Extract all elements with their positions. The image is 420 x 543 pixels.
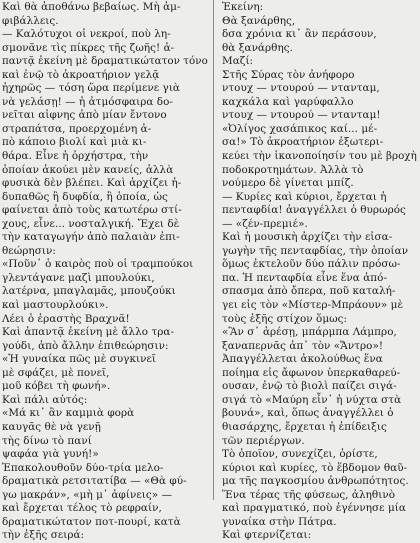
text-line: ἠχηρῶς — τόση ὥρα περίμενε γιὰ	[2, 82, 181, 95]
text-line: — «ζέν-πρεμιέ».	[222, 217, 308, 230]
text-line: χους, εἶνε... νοσταλγική. Ἔχει δὲ	[2, 217, 180, 230]
text-line: νὰ γελάσῃ! — ἡ ἀτμόσφαιρα δο-	[2, 95, 173, 108]
text-line: ὁποίαν ἀκούει μὲν κανείς, ἀλλὰ	[2, 163, 174, 176]
text-line: νούμερο δὲ γίνεται μπίζ.	[222, 177, 354, 190]
text-line: λατέρνα, μπαγλαμᾶς, μπουζούκι	[2, 285, 176, 298]
text-line: καὶ ἔρχεται τέλος τὸ ρεφραίν,	[2, 502, 162, 515]
text-line: Καὶ πάλι αὐτός:	[2, 393, 88, 406]
text-line: Τὸ ὁποῖον, συνεχίζει, ὁρίστε,	[222, 448, 378, 461]
text-line: — Κυρίες καὶ κύριοι, ἔρχεται ἡ	[222, 190, 387, 203]
text-line: ξαναπερνᾶς ἀπ᾽ τὸν «Ἄντρο»!	[222, 339, 384, 352]
text-line: καὶ μαστουρλούκι».	[2, 299, 109, 312]
text-line: καχκάλα καὶ γαρύφαλλο	[222, 95, 354, 108]
text-line: δραματικώτατον ποτ-πουρί, κατὰ	[2, 515, 181, 528]
text-line: «Ποῦν᾽ ὁ καιρὸς ποὺ οἱ τραμπούκοι	[2, 258, 194, 271]
text-line: φαίνεται ἀπὸ τοὺς κατωτέρω στί-	[2, 204, 182, 217]
text-line: μοῦ κόβει τὴ φωνή».	[2, 380, 111, 393]
text-line: ντουχ — ντουρού — ντανταμ,	[222, 82, 380, 95]
text-line: καὶ ἐνῷ τὸ ἀκροατήριον γελᾷ	[2, 68, 160, 81]
text-line: — Καλότυχοι οἱ νεκροί, ποὺ λη-	[2, 28, 171, 41]
text-line: Θὰ ξανάρθης,	[222, 14, 296, 27]
text-line: γω μακράν», «μὴ μ᾽ ἀφίνεις» —	[2, 488, 173, 501]
text-line: καὶ πραγματικό, ποὺ ἐγέννησε μία	[222, 502, 406, 515]
text-line: φυσικὰ δὲν βλέπει. Καὶ ἀρχίζει ἠ-	[2, 177, 182, 190]
text-line: τοὺς ἑξῆς στίχον ὅμως:	[222, 312, 348, 325]
text-line: «Ἂν σ᾽ ἀρέσῃ, μπάρμπα Λάμπρο,	[222, 326, 397, 339]
text-line: παντᾷ ἐκείνη μὲ δραματικώτατον τόνο	[2, 55, 208, 68]
text-line: δυπαθῶς ἢ δυφδία, ἢ ὁποία, ὡς	[2, 190, 168, 203]
text-line: Καὶ θὰ ἀποθάνω βεβαίως. Μὴ ἀμ-	[2, 1, 181, 13]
text-line: σα!» Τὸ ἀκροατήριον ἐξωτερι-	[222, 136, 384, 149]
text-line: δραματικὰ ρετσιτατίβα — «Θὰ φύ-	[2, 475, 187, 488]
text-line: τὴν καταγωγήν ἀπὸ παλαιὰν ἐπι-	[2, 231, 180, 244]
text-line: γει εἰς τὸν «Μίστερ-Μπράουν» μὲ	[222, 299, 404, 312]
text-line: Ἐκείνη:	[222, 1, 264, 13]
text-line: Μαζί:	[222, 55, 254, 68]
text-line: ντουχ — ντουρού — ντανταμ!	[222, 109, 381, 122]
text-line: ποδοκροτημάτων. Ἀλλὰ τὸ	[222, 163, 364, 176]
text-line: ψαφάα γιὰ γυνή!»	[2, 448, 99, 461]
text-line: γωγὴν τῆς πενταφδίας, τὴν ὁποίαν	[222, 244, 409, 257]
text-line: Ἀπαγγέλλεται ἀκολούθως ἕνα	[222, 353, 383, 366]
text-line: Στῆς Σύρας τὸν ἀνήφορο	[222, 68, 355, 81]
text-line: Καὶ φτερνίζεται:	[222, 529, 312, 542]
text-line: Ἕνα τέρας τῆς φύσεως, ἀληθινὸ	[222, 488, 396, 501]
text-line: καυγᾶς θὲ νὰ γενῇ	[2, 420, 101, 433]
text-line: φιβάλλεις.	[2, 14, 59, 27]
text-line: σμονᾶνε τὶς πίκρες τῆς ζωῆς! ἀ-	[2, 41, 175, 54]
left-text-column	[2, 1, 208, 543]
text-line: γλεντάγανε μαζὶ μπουλούκι,	[2, 271, 155, 284]
text-line: Καὶ ἀπαντᾷ ἐκείνη μὲ ἄλλο τρα-	[2, 326, 175, 339]
text-line: τὴς δίνω τὸ πανί	[2, 434, 92, 447]
text-line: «Ἡ γυναίκα πῶς μὲ συγκινεῖ	[2, 353, 157, 366]
column-divider	[213, 0, 214, 500]
text-line: θεώρησιν:	[2, 244, 56, 257]
text-line: Λέει ὁ ἐραστὴς Βραχνᾶ!	[2, 312, 130, 325]
text-line: μὲ σφάζει, μὲ πονεῖ,	[2, 366, 110, 379]
text-line: σιγά τὸ «Μαύρη εἶν᾽ ἡ νύχτα στὰ	[222, 393, 402, 406]
text-line: θιασάρχης, ἔρχεται ἡ ἐπίδειξις	[222, 420, 387, 433]
text-line: γούδι, ἀπὸ ἄλλην ἐπιθεώρησιν:	[2, 339, 169, 352]
text-line: κεύει τὴν ἱκανοποίησίν του μὲ βροχὴ	[222, 150, 417, 163]
text-line: ποίημα εἰς ἄφωνον ὑπερκαθαρεύ-	[222, 366, 401, 379]
text-line: πα. Ἡ πενταφδία εἶνε ἕνα ἀπό-	[222, 271, 388, 284]
text-line: σπασμα ἀπὸ ὄπερα, ποῦ καταλή-	[222, 285, 396, 298]
text-line: πὸ κάποιο βιολί καὶ μιὰ κι-	[2, 136, 147, 149]
text-line: στραπάτσα, προερχομένη ἀ-	[2, 122, 152, 135]
text-line: θάρα. Εἶνε ἡ ὀρχήστρα, τὴν	[2, 150, 149, 163]
text-line: ὅμως ἐκτελοῦν δύο πάλιν πρόσω-	[222, 258, 401, 271]
text-line: γυναίκα στὴν Πάτρα.	[222, 515, 337, 528]
text-line: τῶν περιέργων.	[222, 434, 305, 447]
text-line: Ἐπακολουθοῦν δύο-τρία μελο-	[2, 461, 164, 474]
text-line: πενταφδία! ἀναγγέλλει ὁ θυρωρός	[222, 204, 406, 217]
text-line: ουσαν, ἐνῷ τὸ βιολὶ παίζει σιγά-	[222, 380, 397, 393]
text-line: βουνά», καὶ, ὅπως ἀναγγέλλει ὁ	[222, 407, 394, 420]
text-line: κύριοι καὶ κυρίες, τὸ ἕβδομον θαῦ-	[222, 461, 408, 474]
text-line: δσα χρόνια κι᾽ ἂν περάσουν,	[222, 28, 377, 41]
text-line: τὴν ἑξῆς σειρά:	[2, 529, 85, 542]
text-line: θὰ ξανάρθης.	[222, 41, 293, 54]
text-line: Καὶ ἡ μουσικὴ ἀρχίζει τὴν εἰσα-	[222, 231, 393, 244]
text-line: «Μά κι᾽ ἂν καμμιὰ φορὰ	[2, 407, 135, 420]
text-line: «Ὀλίγος χασάπικος καί... μέ-	[222, 122, 378, 135]
text-line: νεῖται αἰφνης ἀπὸ μίαν ἔντονο	[2, 109, 167, 122]
text-line: μα τῆς παγκοσμίου ἀνθρωπότητος.	[222, 475, 409, 488]
right-text-column	[222, 1, 417, 543]
